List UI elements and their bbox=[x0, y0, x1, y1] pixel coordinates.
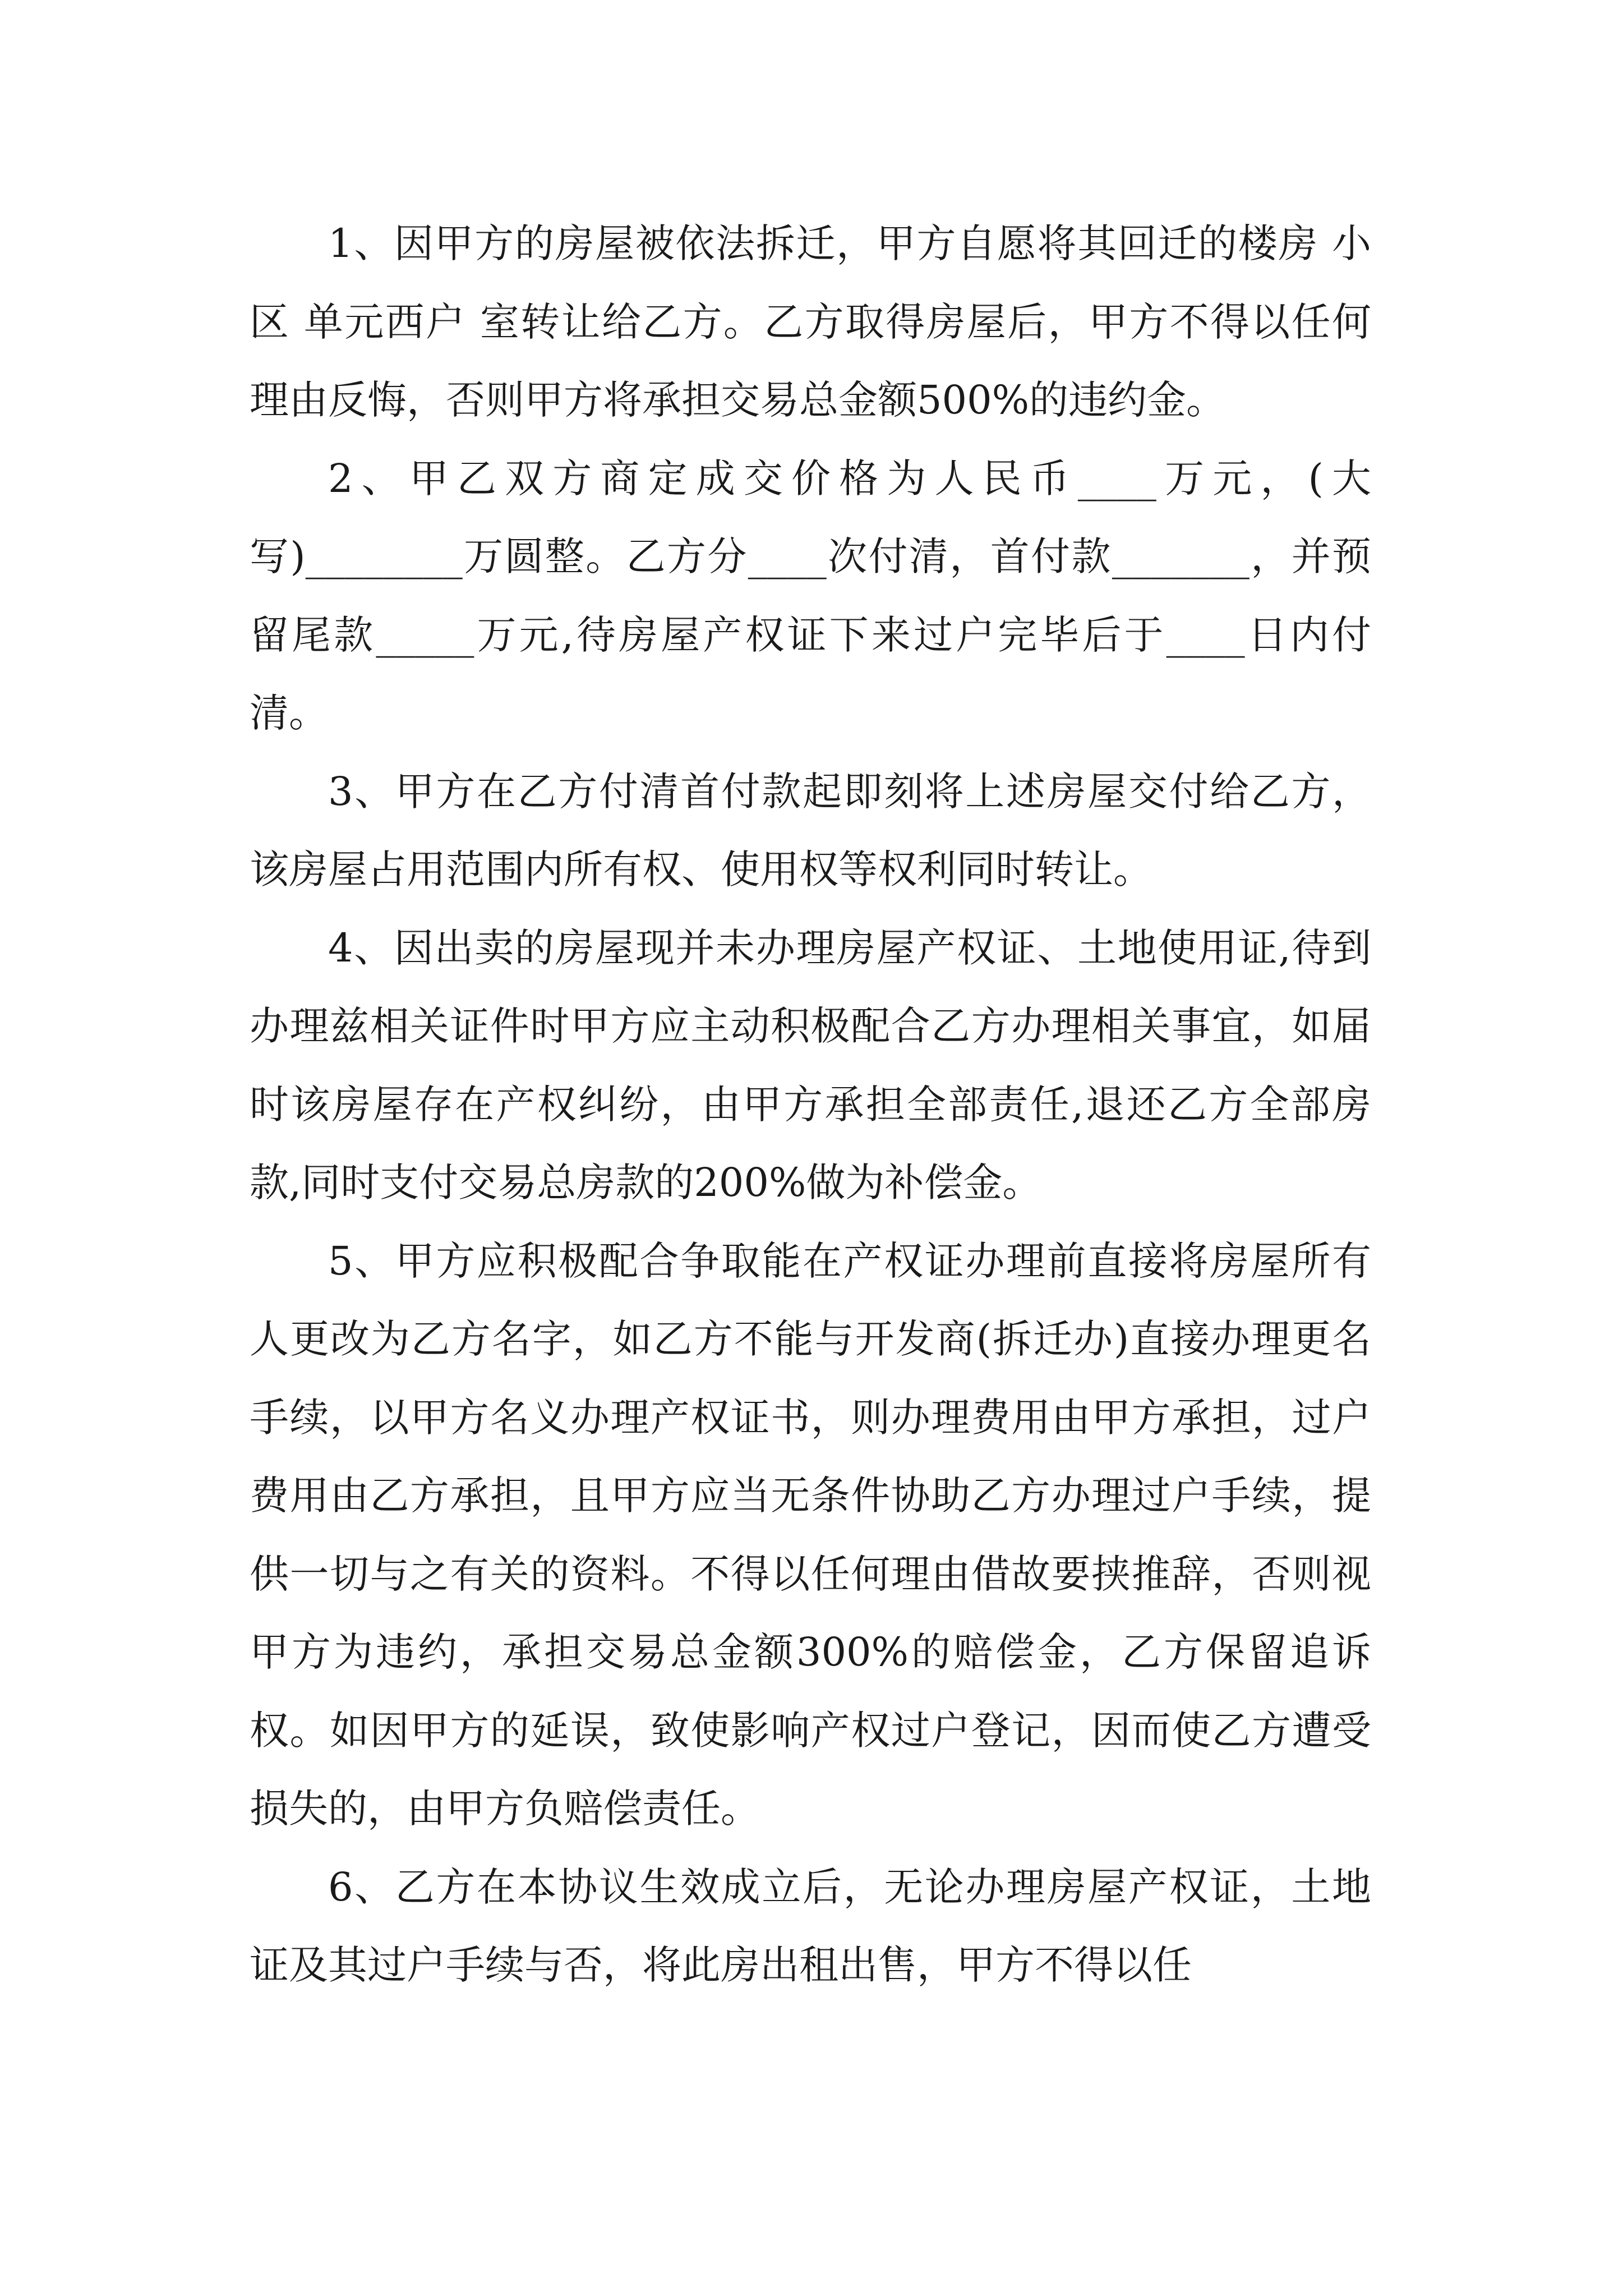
clause-3: 3、甲方在乙方付清首付款起即刻将上述房屋交付给乙方，该房屋占用范围内所有权、使用权等权利同时转让。 bbox=[250, 768, 1371, 892]
clause-6: 6、乙方在本协议生效成立后，无论办理房屋产权证，土地证及其过户手续与否，将此房出租出售，甲方不得以任 bbox=[250, 1864, 1371, 1988]
clause-1: 1、因甲方的房屋被依法拆迁，甲方自愿将其回迁的楼房 小区 单元西户 室转让给乙方。乙方取得房屋后，甲方不得以任何理由反悔，否则甲方将承担交易总金额500%的违约金。 bbox=[250, 220, 1371, 423]
clause-2: 2、甲乙双方商定成交价格为人民币____万元，(大写)________万圆整。乙方分____次付清，首付款_______，并预留尾款_____万元,待房屋产权证下来过户完毕后于____日内付清。 bbox=[250, 455, 1371, 736]
clause-4: 4、因出卖的房屋现并未办理房屋产权证、土地使用证,待到办理兹相关证件时甲方应主动积极配合乙方办理相关事宜，如届时该房屋存在产权纠纷，由甲方承担全部责任,退还乙方全部房款,同时支付交易总房款的200%做为补偿金。 bbox=[250, 924, 1371, 1205]
document-body bbox=[250, 205, 1371, 2005]
clause-5: 5、甲方应积极配合争取能在产权证办理前直接将房屋所有人更改为乙方名字，如乙方不能与开发商(拆迁办)直接办理更名手续，以甲方名义办理产权证书，则办理费用由甲方承担，过户费用由乙方承担，且甲方应当无条件协助乙方办理过户手续，提供一切与之有关的资料。不得以任何理由借故要挟推辞，否则视甲方为违约，承担交易总金额300%的赔偿金，乙方保留追诉权。如因甲方的延误，致使影响产权过户登记，因而使乙方遭受损失的，由甲方负赔偿责任。 bbox=[250, 1237, 1371, 1832]
